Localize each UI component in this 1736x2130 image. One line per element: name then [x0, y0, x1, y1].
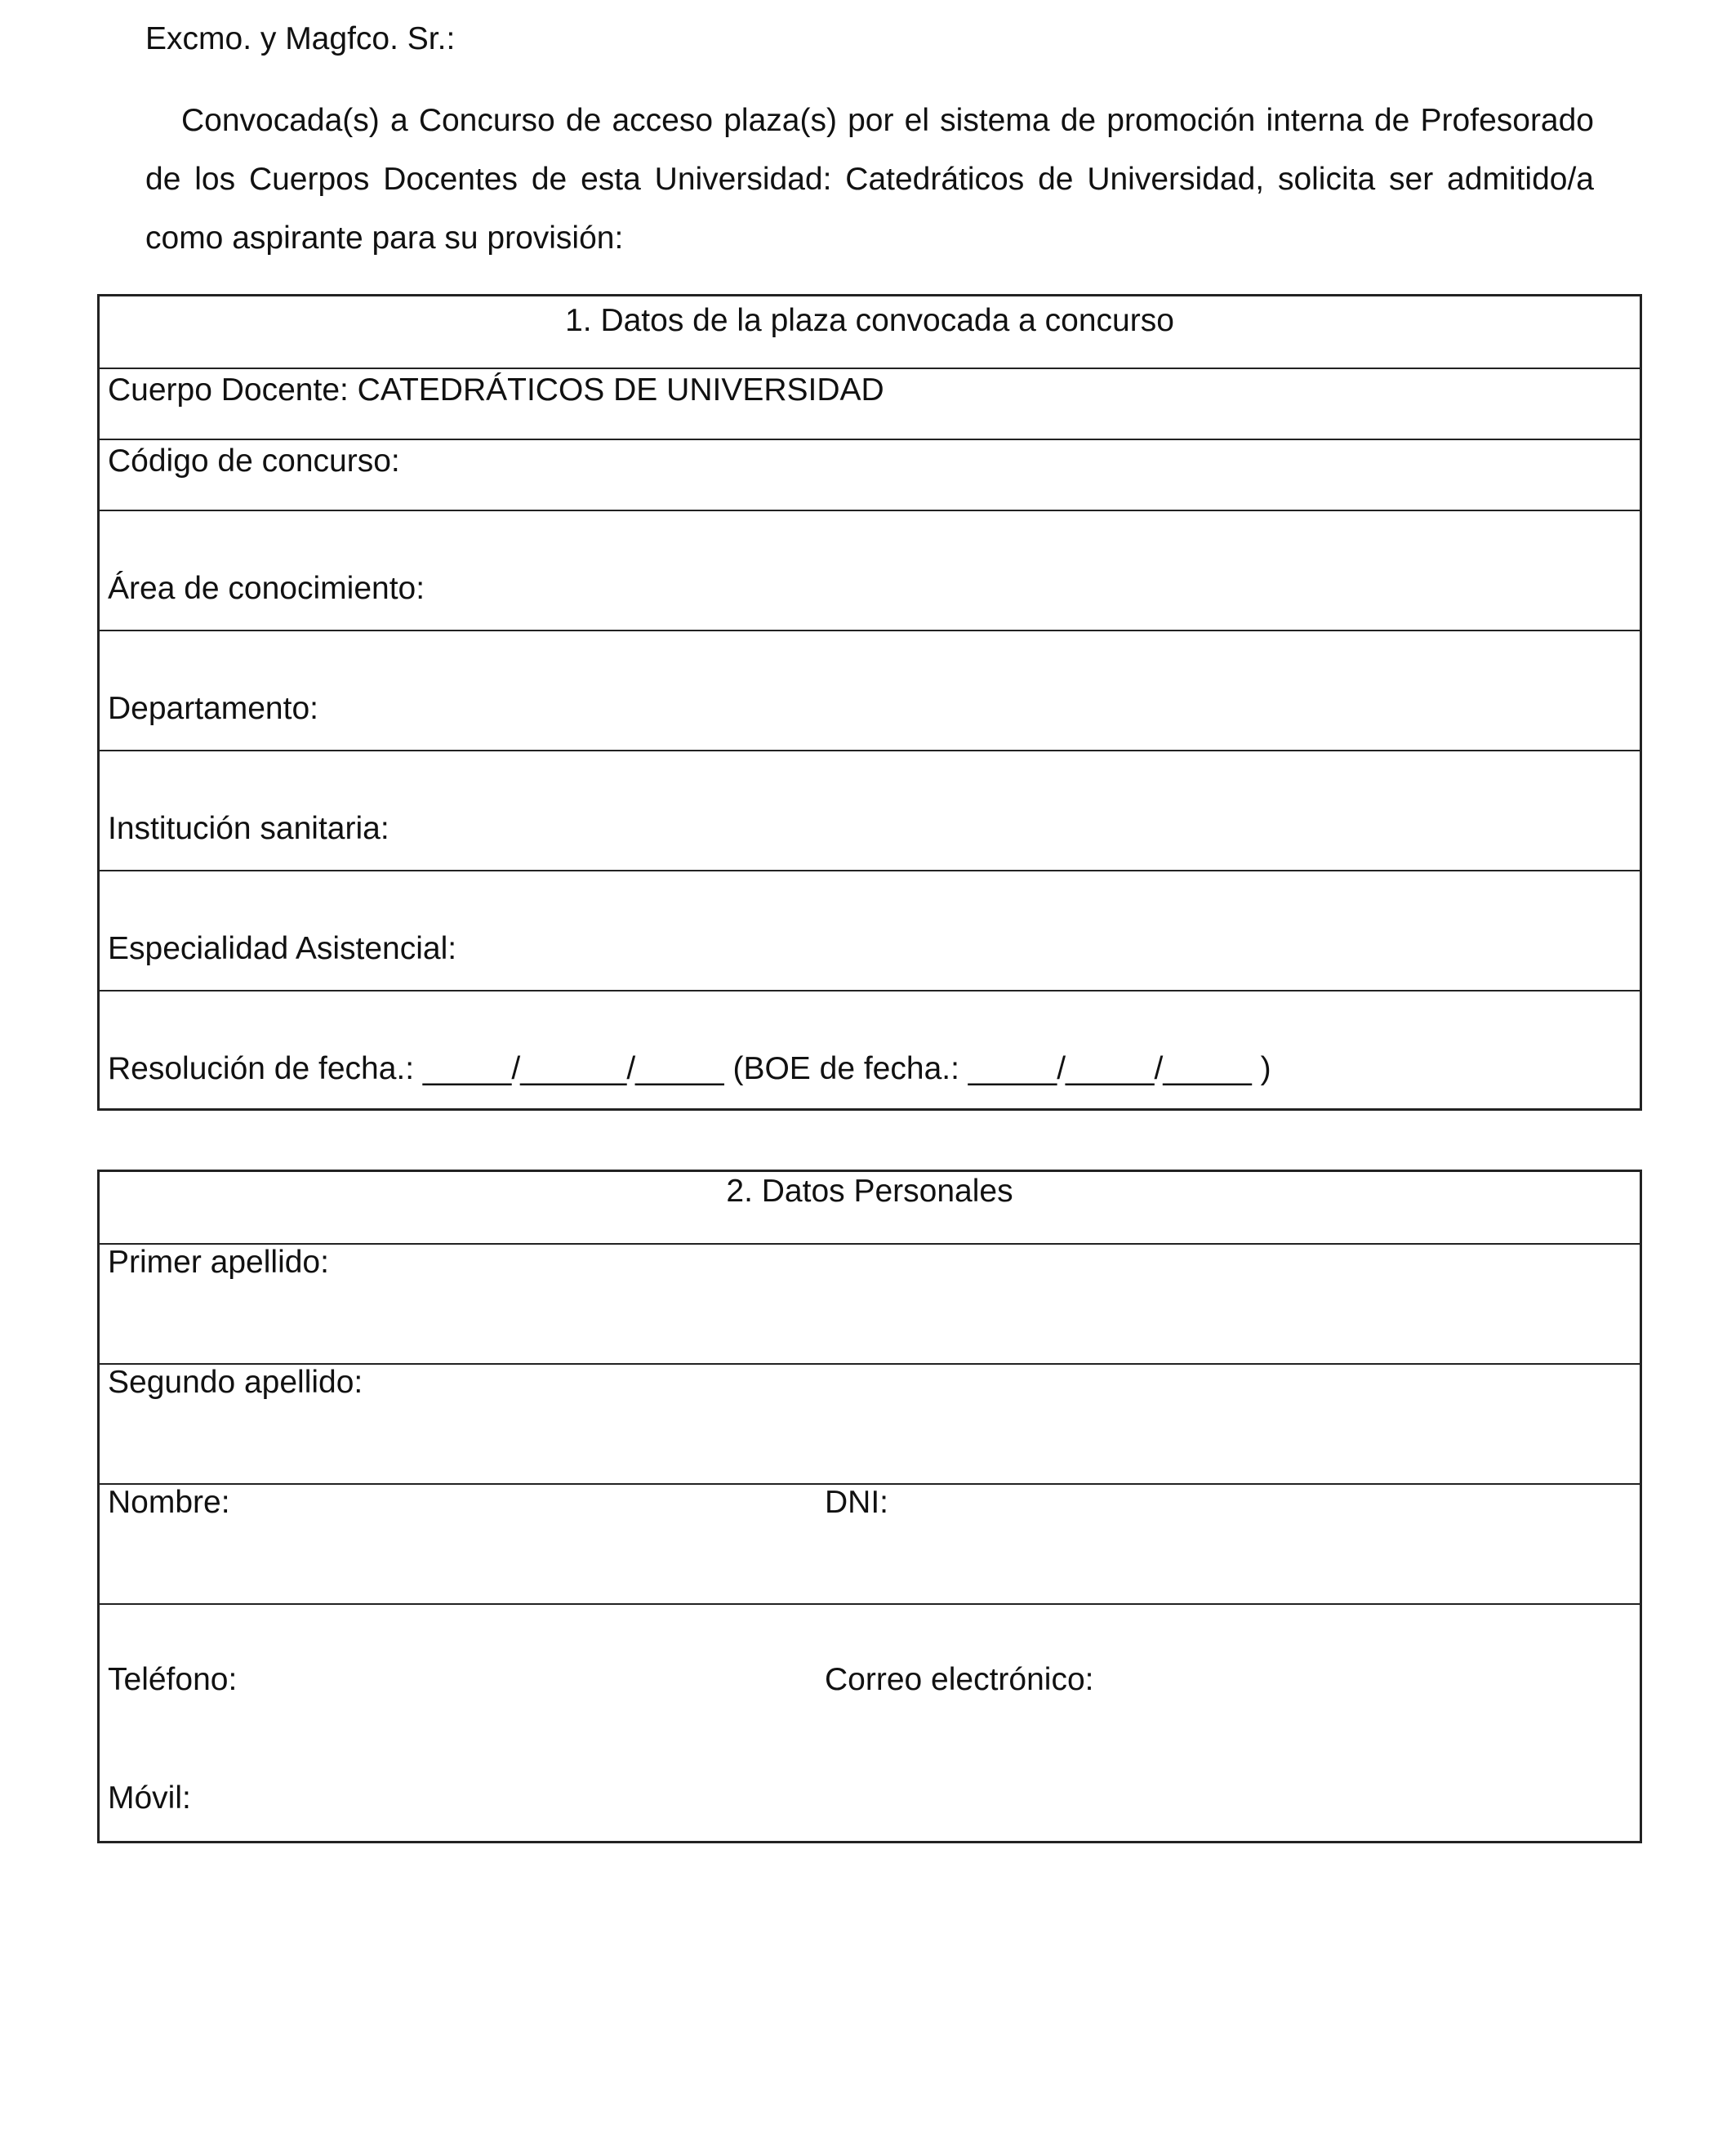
section1-header-row: [100, 296, 1640, 368]
segundo-apellido-label: Segundo apellido:: [108, 1365, 363, 1400]
nombre-dni-row[interactable]: [100, 1483, 1640, 1603]
resolucion-fecha-field[interactable]: [100, 990, 1640, 1111]
personal-data-table: [97, 1170, 1642, 1843]
institucion-sanitaria-label: Institución sanitaria:: [108, 811, 389, 846]
movil-label: Móvil:: [108, 1780, 191, 1816]
section2-title: 2. Datos Personales: [726, 1174, 1013, 1209]
area-conocimiento-field[interactable]: [100, 510, 1640, 630]
especialidad-asistencial-label: Especialidad Asistencial:: [108, 931, 457, 966]
segundo-apellido-field[interactable]: [100, 1363, 1640, 1483]
especialidad-asistencial-field[interactable]: [100, 870, 1640, 990]
cuerpo-docente-row[interactable]: [100, 368, 1640, 439]
primer-apellido-label: Primer apellido:: [108, 1245, 329, 1280]
departamento-label: Departamento:: [108, 691, 318, 726]
codigo-concurso-label: Código de concurso:: [108, 443, 400, 479]
departamento-field[interactable]: [100, 630, 1640, 750]
telefono-label: Teléfono:: [108, 1662, 238, 1697]
dni-label: DNI:: [825, 1485, 888, 1520]
section2-header-row: [100, 1172, 1640, 1243]
intro-paragraph: Convocada(s) a Concurso de acceso plaza(s) por el sistema de promoción interna de Profesorado de los Cuerpos Docentes de esta Universidad: Catedráticos de Universidad, solicita ser admitido/a como aspirante para su provisión:: [145, 103, 1594, 256]
salutation: Excmo. y Magfco. Sr.:: [145, 21, 456, 56]
resolucion-fecha-label: Resolución de fecha.: _____/______/_____ (BOE de fecha.: _____/_____/_____ ): [108, 1051, 1271, 1086]
correo-label: Correo electrónico:: [825, 1662, 1094, 1697]
codigo-concurso-field[interactable]: [100, 439, 1640, 510]
area-conocimiento-label: Área de conocimiento:: [108, 571, 425, 606]
nombre-label: Nombre:: [108, 1485, 230, 1520]
contact-row[interactable]: [100, 1603, 1640, 1841]
section1-title: 1. Datos de la plaza convocada a concurso: [565, 303, 1174, 338]
plaza-data-table: [97, 294, 1642, 1111]
primer-apellido-field[interactable]: [100, 1243, 1640, 1363]
institucion-sanitaria-field[interactable]: [100, 750, 1640, 870]
cuerpo-docente-label: Cuerpo Docente: CATEDRÁTICOS DE UNIVERSIDAD: [108, 372, 884, 408]
